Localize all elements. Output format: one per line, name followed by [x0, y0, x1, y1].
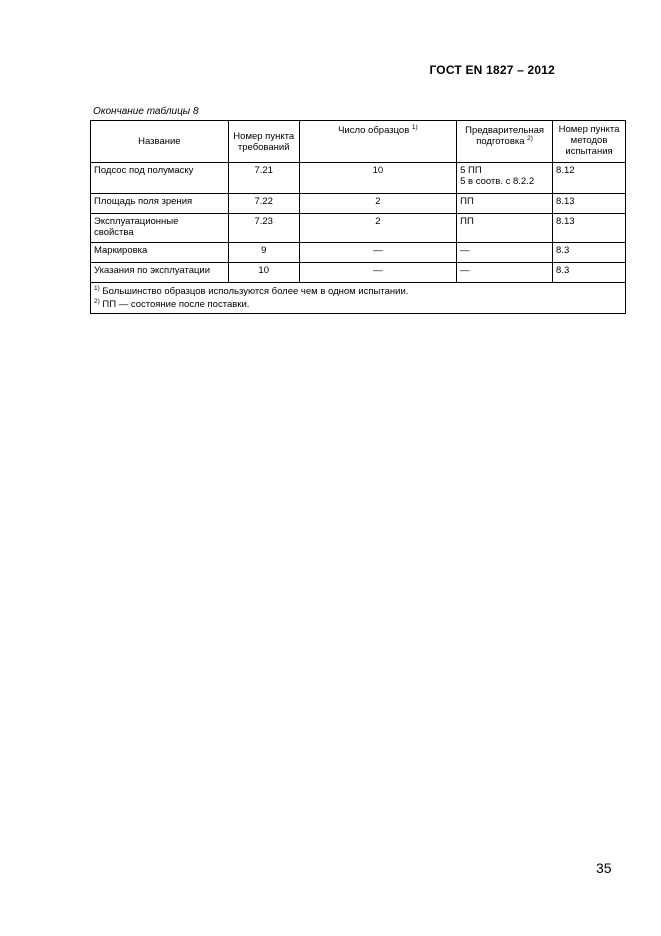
table-row	[91, 214, 626, 243]
table-8	[90, 120, 626, 314]
cell-samples: —	[299, 263, 456, 283]
cell-test-method: 8.13	[553, 194, 626, 214]
cell-requirement: 10	[228, 263, 299, 283]
table-notes-row	[91, 283, 626, 314]
column-header-requirement: Номер пункта требований	[228, 121, 299, 163]
cell-name: Подсос под полумаску	[91, 163, 229, 194]
table-row	[91, 243, 626, 263]
table-row	[91, 194, 626, 214]
cell-preparation: —	[457, 263, 553, 283]
cell-requirement: 9	[228, 243, 299, 263]
cell-preparation: —	[457, 243, 553, 263]
column-header-preparation: Предварительная подготовка $^{2)}$	[457, 121, 553, 163]
footnote-ref-1: 1)	[411, 124, 418, 131]
table-caption: Окончание таблицы 8	[93, 106, 199, 117]
cell-samples: 2	[299, 194, 456, 214]
cell-requirement: 7.22	[228, 194, 299, 214]
table-row	[91, 163, 626, 194]
document-standard-header: ГОСТ EN 1827 – 2012	[429, 63, 555, 77]
column-header-samples: Число образцов $^{1)}$	[299, 121, 456, 163]
cell-name: Указания по эксплуатации	[91, 263, 229, 283]
cell-samples: —	[299, 243, 456, 263]
cell-name: Площадь поля зрения	[91, 194, 229, 214]
page-number: 35	[596, 860, 612, 876]
footnote-ref-2: 2)	[527, 135, 533, 142]
cell-requirement: 7.21	[228, 163, 299, 194]
cell-name: Эксплуатационные свойства	[91, 214, 229, 243]
cell-samples: 10	[299, 163, 456, 194]
cell-preparation: ПП	[457, 214, 553, 243]
column-header-name: Название	[91, 121, 229, 163]
cell-test-method: 8.3	[553, 243, 626, 263]
cell-preparation: 5 ПП 5 в соотв. с 8.2.2	[457, 163, 553, 194]
column-header-test-method: Номер пункта методов испытания	[553, 121, 626, 163]
cell-preparation: ПП	[457, 194, 553, 214]
cell-test-method: 8.3	[553, 263, 626, 283]
cell-test-method: 8.13	[553, 214, 626, 243]
cell-samples: 2	[299, 214, 456, 243]
cell-requirement: 7.23	[228, 214, 299, 243]
cell-test-method: 8.12	[553, 163, 626, 194]
table-header-row	[91, 121, 626, 163]
table-row	[91, 263, 626, 283]
footnote-2: $^{2)}$ ПП — состояние после поставки.	[94, 298, 250, 310]
cell-name: Маркировка	[91, 243, 229, 263]
table-notes	[91, 283, 626, 314]
footnote-1: $^{1)}$ Большинство образцов используются более чем в одном испытании.	[94, 285, 409, 297]
